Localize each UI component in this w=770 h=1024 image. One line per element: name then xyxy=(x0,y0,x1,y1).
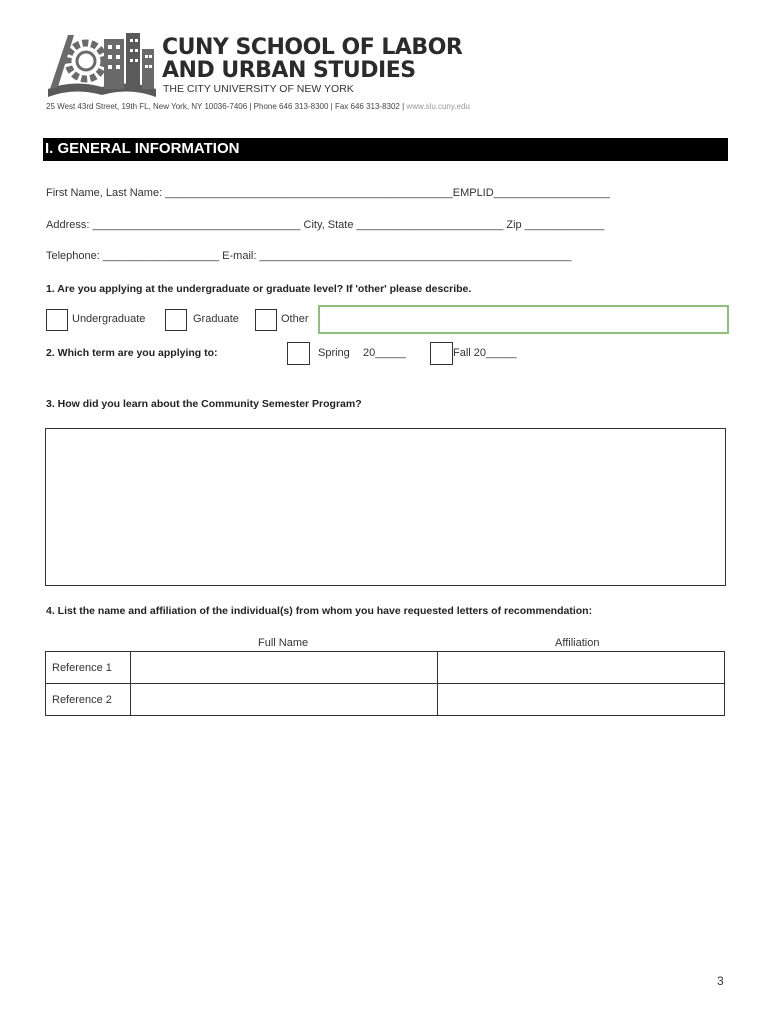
reference-2-label: Reference 2 xyxy=(46,684,131,716)
logo-mark-icon xyxy=(46,29,158,101)
graduate-checkbox[interactable] xyxy=(165,309,187,331)
table-row xyxy=(46,652,725,684)
program-source-textarea[interactable] xyxy=(45,428,726,586)
reference-1-affiliation-cell[interactable] xyxy=(438,652,725,684)
table-row xyxy=(46,684,725,716)
spring-year-field[interactable]: 20_____ xyxy=(363,347,406,359)
reference-1-name-cell[interactable] xyxy=(131,652,438,684)
telephone-email-field[interactable]: Telephone: ___________________ E-mail: ___________________________________________________ xyxy=(46,250,572,262)
reference-2-affiliation-cell[interactable] xyxy=(438,684,725,716)
affiliation-column-header: Affiliation xyxy=(555,637,600,649)
name-emplid-field[interactable]: First Name, Last Name: _______________________________________________EMPLID___________________ xyxy=(46,187,610,199)
address-text: 25 West 43rd Street, 19th FL, New York, NY 10036-7406 | Phone 646 313-8300 | Fax 646 313-8302 | xyxy=(46,102,405,111)
full-name-column-header: Full Name xyxy=(258,637,309,649)
page-number: 3 xyxy=(717,974,724,988)
fall-year-field[interactable]: Fall 20_____ xyxy=(453,347,517,359)
website-link[interactable]: www.slu.cuny.edu xyxy=(406,102,470,111)
reference-1-label: Reference 1 xyxy=(46,652,131,684)
question-1: 1. Are you applying at the undergraduate or graduate level? If 'other' please describe. xyxy=(46,283,472,295)
logo-subtitle: THE CITY UNIVERSITY OF NEW YORK xyxy=(163,83,354,95)
address-line xyxy=(46,102,470,111)
undergraduate-label: Undergraduate xyxy=(72,313,146,325)
logo-title-line1: CUNY SCHOOL OF LABOR xyxy=(162,35,463,60)
spring-label: Spring xyxy=(318,347,350,359)
question-3: 3. How did you learn about the Community Semester Program? xyxy=(46,398,362,410)
question-2: 2. Which term are you applying to: xyxy=(46,347,218,359)
other-checkbox[interactable] xyxy=(255,309,277,331)
other-label: Other xyxy=(281,313,309,325)
reference-2-name-cell[interactable] xyxy=(131,684,438,716)
graduate-label: Graduate xyxy=(193,313,239,325)
section-title: I. GENERAL INFORMATION xyxy=(43,138,728,161)
question-4: 4. List the name and affiliation of the individual(s) from whom you have requested letters of recommendation: xyxy=(46,605,593,617)
logo-title-line2: AND URBAN STUDIES xyxy=(162,58,416,83)
fall-checkbox[interactable] xyxy=(430,342,453,365)
address-city-zip-field[interactable]: Address: __________________________________ City, State ________________________ Zip _____________ xyxy=(46,219,605,231)
undergraduate-checkbox[interactable] xyxy=(46,309,68,331)
spring-checkbox[interactable] xyxy=(287,342,310,365)
other-description-input[interactable] xyxy=(318,305,729,334)
references-table xyxy=(45,651,725,716)
